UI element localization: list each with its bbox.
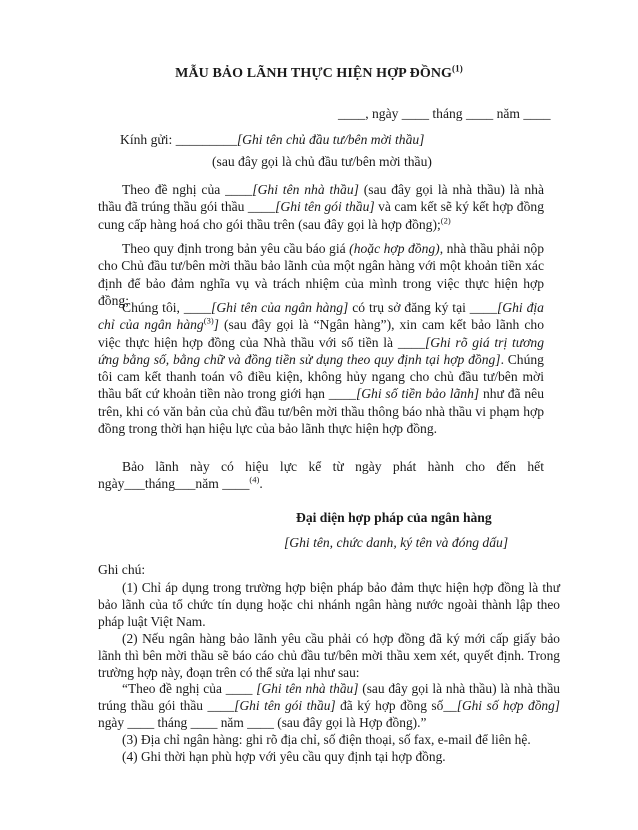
kinh-gui-placeholder: [Ghi tên chủ đầu tư/bên mời thầu] [236,132,425,147]
p1-text-2: (sau đây gọi là nhà thầu) là nhà thầu đã trúng thầu gói thầu ____ [98,182,544,215]
note-1: (1) Chỉ áp dụng trong trường hợp biện pháp bảo đảm thực hiện hợp đồng là thư bảo lãnh của tổ chức tín dụng hoặc chi nhánh ngân hàng nước ngoài thành lập theo pháp luật Việt Nam. [98,580,560,629]
p3-placeholder-bank: [Ghi tên của ngân hàng] [211,300,349,315]
p4-text-2: . [259,476,263,492]
title-footnote-marker: (1) [452,63,463,74]
note-4: (4) Ghi thời hạn phù hợp với yêu cầu quy định tại hợp đồng. [122,749,446,765]
p3-footnote-marker: (3) [203,315,214,326]
p1-footnote-marker: (2) [440,215,451,226]
p3-text-1: Chúng tôi, ____ [122,300,212,315]
paragraph-4 [98,458,544,493]
p3-placeholder-guarantee: [Ghi số tiền bảo lãnh] [355,386,480,402]
title-text: MẪU BẢO LÃNH THỰC HIỆN HỢP ĐỒNG [175,66,453,81]
p1-placeholder-contractor: [Ghi tên nhà thầu] [252,182,359,197]
p3-placeholder-address: [Ghi địa chỉ của ngân hàng [98,300,544,333]
note-3: (3) Địa chỉ ngân hàng: ghi rõ địa chỉ, số điện thoại, số fax, e-mail để liên hệ. [122,732,531,748]
p3-text-5: như đã nêu trên, khi có văn bản của chủ đầu tư/bên mời thầu thông báo nhà thầu vi phạm hợp đồng trong thời hạn hiệu lực của bảo lãnh thực hiện hợp đồng. [98,386,544,437]
kinh-gui-line [120,132,424,148]
signature-note: [Ghi tên, chức danh, ký tên và đóng dấu] [284,535,509,550]
p1-placeholder-package: [Ghi tên gói thầu] [275,199,375,215]
paragraph-1 [98,181,544,233]
signature-title: Đại diện hợp pháp của ngân hàng [296,510,492,525]
p3-text-2: có trụ sở đăng ký tại ____ [348,300,497,315]
date-line: ____, ngày ____ tháng ____ năm ____ [338,106,551,121]
quote-placeholder-contractor: [Ghi tên nhà thầu] [256,681,359,697]
note-2-quote [98,681,560,732]
p4-footnote-marker: (4) [249,474,260,485]
note-2: (2) Nếu ngân hàng bảo lãnh yêu cầu phải có hợp đồng đã ký mới cấp giấy bảo lãnh thì bên mời thầu sẽ báo cáo chủ đầu tư/bên mời thầu xem xét, quyết định. Trong trường hợp này, đoạn trên có thể sửa lại như sau: [98,630,560,680]
document-title [0,63,638,82]
quote-text-2: (sau đây gọi là nhà thầu) là nhà thầu trúng thầu gói thầu ____ [98,681,560,714]
notes-list [98,580,560,766]
p3-placeholder-amount: [Ghi rõ giá trị tương ứng bằng số, bằng chữ và đồng tiền sử dụng theo quy định tại hợp đồng] [98,334,544,367]
kinh-gui-label: Kính gửi: _________ [120,132,237,147]
paragraph-3 [98,299,544,437]
p2-italic: (hoặc hợp đồng) [349,241,440,256]
kinh-gui-note: (sau đây gọi là chủ đầu tư/bên mời thầu) [212,154,432,169]
p3-text-3: (sau đây gọi là “Ngân hàng”), xin cam kết bảo lãnh cho việc thực hiện hợp đồng của Nhà thầu với số tiền là ____ [98,317,545,350]
p3-text-4: . Chúng tôi cam kết thanh toán vô điều kiện, không hủy ngang cho chủ đầu tư/bên mời thầu bất cứ khoản tiền nào trong giới hạn ____ [98,351,544,402]
p1-text-3: và cam kết sẽ ký kết hợp đồng cung cấp hàng hoá cho gói thầu trên (sau đây gọi là hợp đồng); [98,199,544,232]
p2-text-1: Theo quy định trong bản yêu cầu báo giá [122,241,350,256]
p4-text-1: Bảo lãnh này có hiệu lực kể từ ngày phát hành cho đến hết ngày___tháng___năm ____ [98,459,544,492]
p1-text-1: Theo đề nghị của ____ [122,182,253,197]
quote-placeholder-package: [Ghi tên gói thầu] [234,698,336,714]
p2-text-2: , nhà thầu phải nộp cho Chủ đầu tư/bên mời thầu bảo lãnh của một ngân hàng với một khoản tiền xác định để bảo đảm nghĩa vụ và trách nhiệm của mình trong việc thực hiện hợp đồng; [98,241,544,308]
quote-text-3: đã ký hợp đồng số__ [335,698,457,714]
quote-text-1: “Theo đề nghị của ____ [122,681,257,697]
notes-heading: Ghi chú: [98,562,146,577]
quote-text-4: ngày ____ tháng ____ năm ____ (sau đây gọi là Hợp đồng).” [98,715,427,731]
p3-bracket-close: ] [213,317,219,333]
quote-placeholder-contract-no: [Ghi số hợp đồng] [456,698,560,714]
